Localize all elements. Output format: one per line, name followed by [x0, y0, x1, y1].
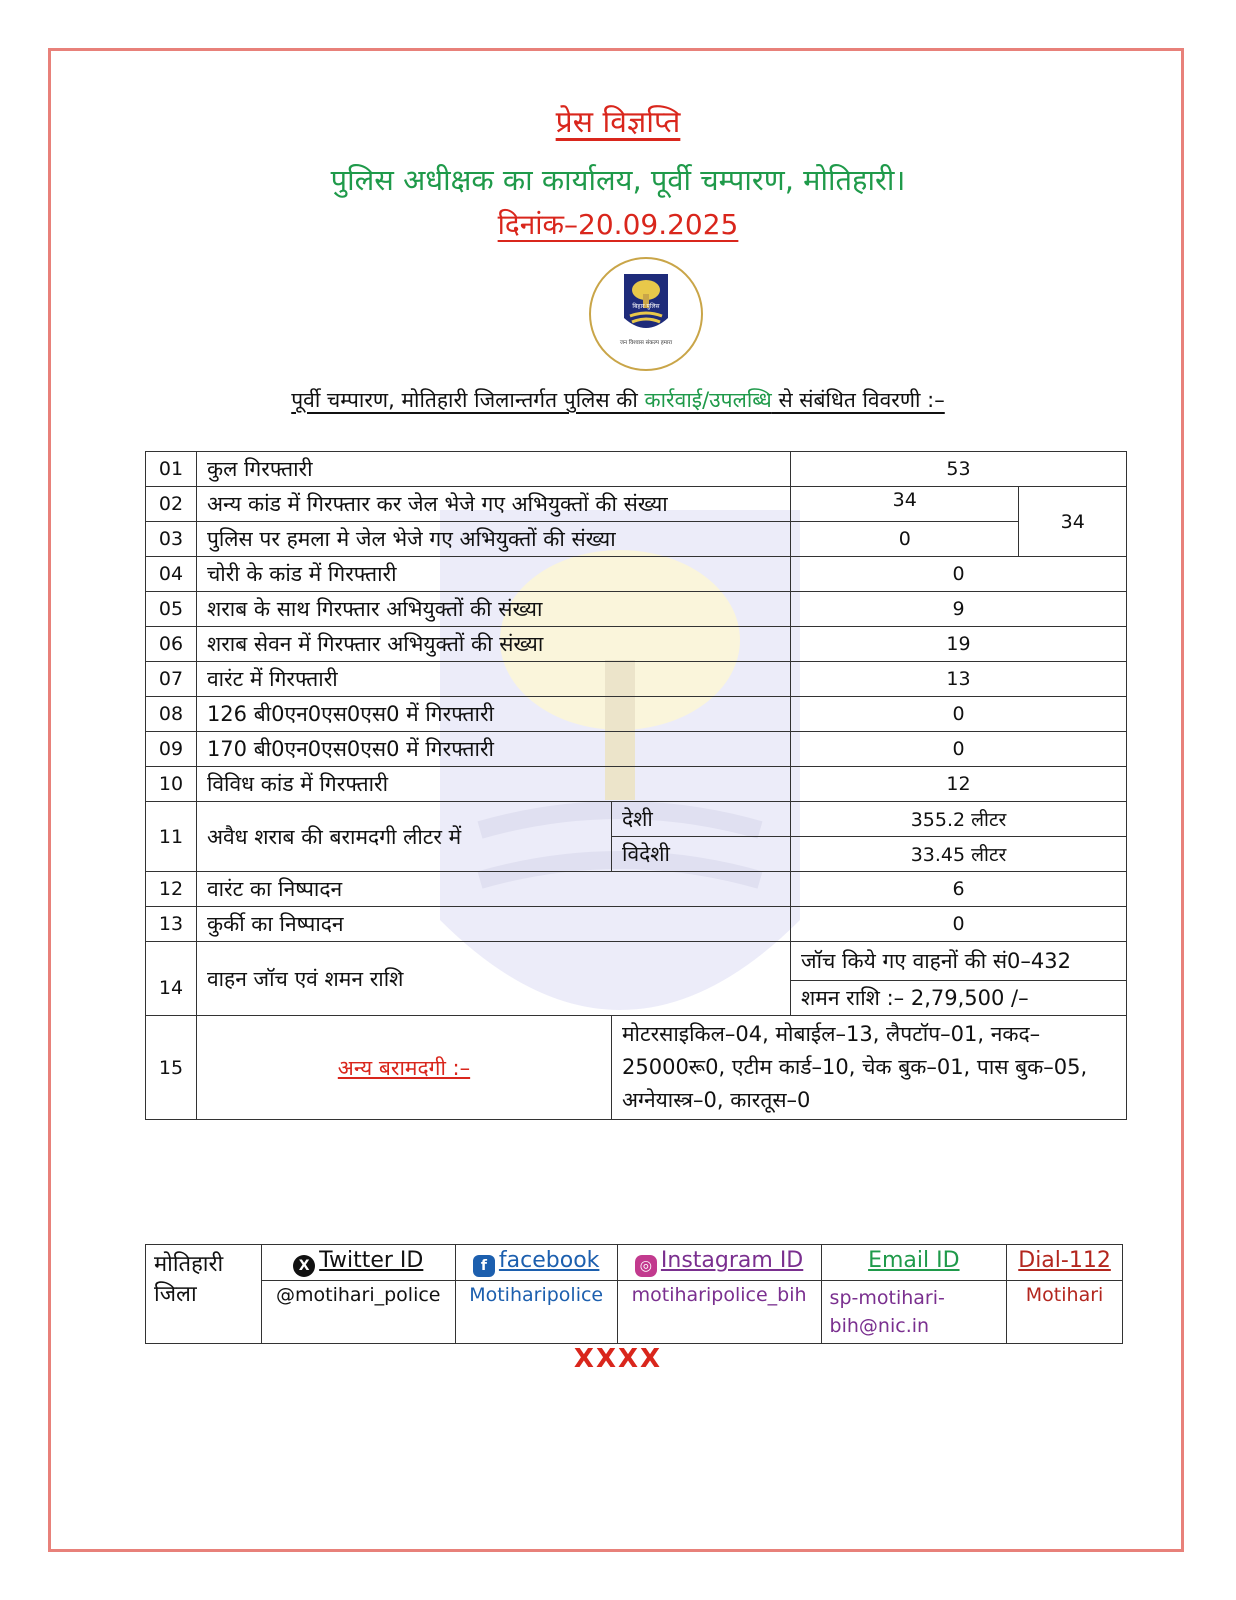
svg-text:बिहार पुलिस: बिहार पुलिस [632, 303, 660, 310]
closing-mark: XXXX [573, 1344, 663, 1374]
svg-text:जन विश्वास संकल्प हमारा: जन विश्वास संकल्प हमारा [619, 340, 673, 346]
email-link[interactable]: Email ID [821, 1245, 1007, 1281]
release-date: दिनांक–20.09.2025 [497, 208, 739, 241]
table-row: 07 वारंट में गिरफ्तारी 13 [146, 662, 1127, 697]
dial-location: Motihari [1007, 1281, 1123, 1344]
table-row: 15 अन्य बरामदगी :– मोटरसाइकिल–04, मोबाईल–13, लैपटॉप–01, नकद–25000रू0, एटीम कार्ड–10, चेक बुक–01, पास बुक–05, अग्नेयास्त्र–0, कारतूस–0 [146, 1016, 1127, 1120]
instagram-icon: ◎ [635, 1255, 657, 1277]
email-address[interactable]: sp-motihari-bih@nic.in [821, 1281, 1007, 1344]
twitter-link[interactable]: X Twitter ID [261, 1245, 455, 1281]
bihar-police-emblem-icon [588, 256, 704, 372]
instagram-handle[interactable]: motiharipolice_bih [617, 1281, 821, 1344]
dial-link[interactable]: Dial-112 [1007, 1245, 1123, 1281]
table-row: विदेशी 33.45 लीटर [146, 837, 1127, 872]
press-release-title: प्रेस विज्ञप्ति [555, 105, 681, 140]
x-icon: X [293, 1255, 315, 1277]
summary-line: पूर्वी चम्पारण, मोतिहारी जिलान्तर्गत पुलिस की कार्रवाई/उपलब्धि से संबंधित विवरणी :– [291, 388, 945, 412]
table-row: 05 शराब के साथ गिरफ्तार अभियुक्तों की संख्या 9 [146, 592, 1127, 627]
district-label: मोतिहारी जिला [146, 1245, 262, 1344]
table-row: 10 विविध कांड में गिरफ्तारी 12 [146, 767, 1127, 802]
contact-value-row [146, 1281, 1123, 1344]
table-row: 09 170 बी0एन0एस0एस0 में गिरफ्तारी 0 [146, 732, 1127, 767]
contact-table [145, 1244, 1123, 1344]
table-row: 11 अवैध शराब की बरामदगी लीटर में देशी 355.2 लीटर [146, 802, 1127, 837]
twitter-handle[interactable]: @motihari_police [261, 1281, 455, 1344]
table-row: 01 कुल गिरफ्तारी 53 [146, 452, 1127, 487]
table-row: 04 चोरी के कांड में गिरफ्तारी 0 [146, 557, 1127, 592]
facebook-handle[interactable]: Motiharipolice [455, 1281, 617, 1344]
facebook-icon: f [473, 1255, 495, 1277]
instagram-link[interactable]: ◎ Instagram ID [617, 1245, 821, 1281]
achievement-table [145, 451, 1127, 1120]
table-row: 13 कुर्की का निष्पादन 0 [146, 907, 1127, 942]
table-row: 08 126 बी0एन0एस0एस0 में गिरफ्तारी 0 [146, 697, 1127, 732]
table-row: 02 अन्य कांड में गिरफ्तार कर जेल भेजे गए अभियुक्तों की संख्या 34 34 [146, 487, 1127, 522]
table-row: 06 शराब सेवन में गिरफ्तार अभियुक्तों की संख्या 19 [146, 627, 1127, 662]
table-row: 14 वाहन जॉच एवं शमन राशि जॉच किये गए वाहनों की सं0–432 [146, 942, 1127, 981]
contact-header-row [146, 1245, 1123, 1281]
facebook-link[interactable]: f facebook [455, 1245, 617, 1281]
table-row: 03 पुलिस पर हमला मे जेल भेजे गए अभियुक्तों की संख्या 0 [146, 522, 1127, 557]
table-row: शमन राशि :– 2,79,500 /– [146, 981, 1127, 1016]
table-row: 12 वारंट का निष्पादन 6 [146, 872, 1127, 907]
office-name: पुलिस अधीक्षक का कार्यालय, पूर्वी चम्पारण, मोतिहारी। [330, 163, 906, 197]
